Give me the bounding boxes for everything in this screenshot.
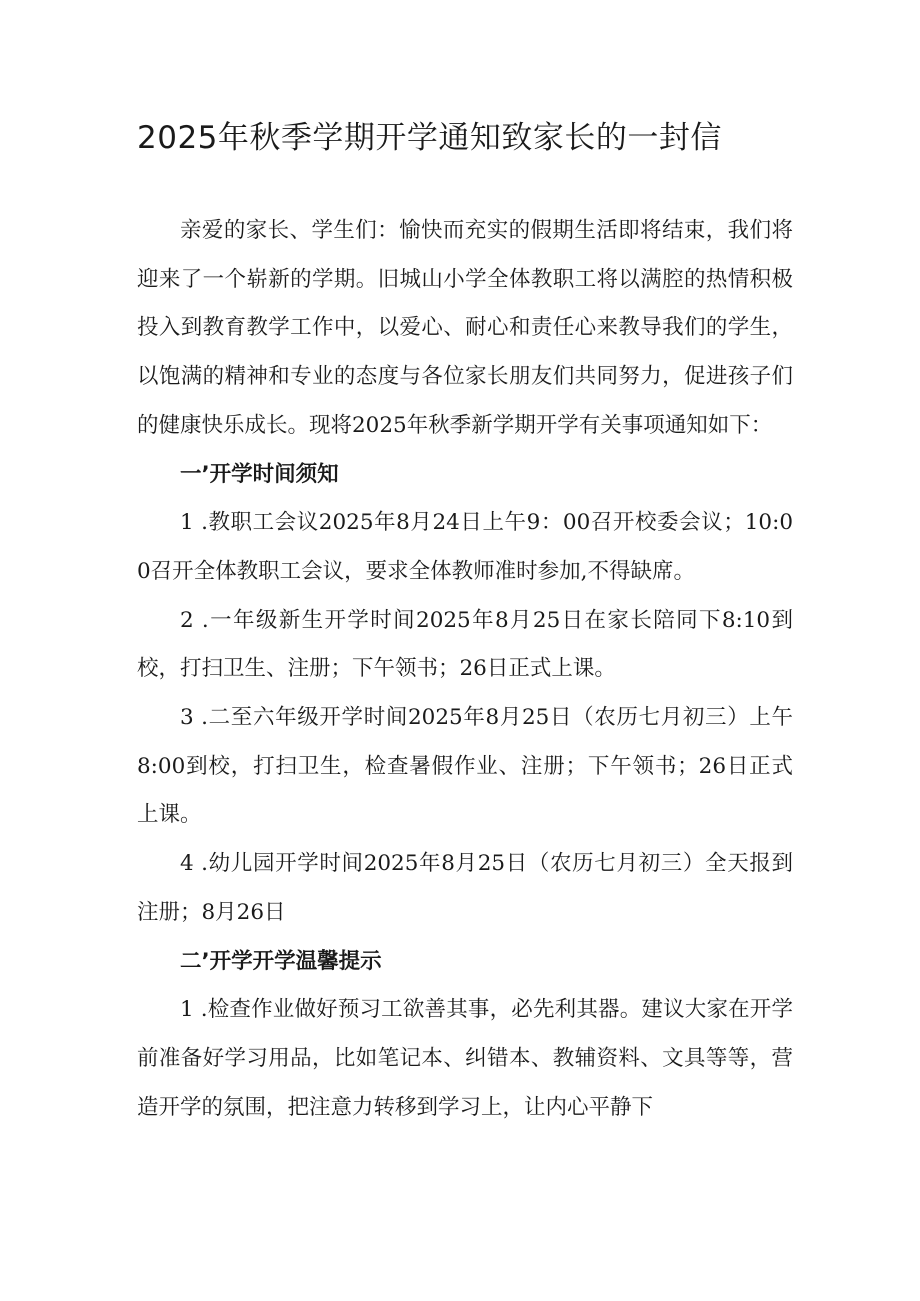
document-title: 2025年秋季学期开学通知致家长的一封信 bbox=[137, 120, 722, 156]
schedule-item: 2 .一年级新生开学时间2025年8月25日在家长陪同下8:10到校，打扫卫生、注册；下午领书；26日正式上课。 bbox=[137, 607, 793, 682]
section-heading-schedule: 一’开学时间须知 bbox=[180, 461, 339, 487]
schedule-item: 3 .二至六年级开学时间2025年8月25日（农历七月初三）上午8:00到校，打扫卫生，检查暑假作业、注册；下午领书；26日正式上课。 bbox=[137, 705, 793, 828]
schedule-item: 1 .教职工会议2025年8月24日上午9：00召开校委会议；10:00召开全体教职工会议，要求全体教师准时参加,不得缺席。 bbox=[137, 510, 793, 584]
section-heading-tips: 二’开学开学温馨提示 bbox=[180, 948, 382, 974]
schedule-item: 4 .幼儿园开学时间2025年8月25日（农历七月初三）全天报到注册；8月26日 bbox=[137, 851, 793, 925]
tip-item: 1 .检查作业做好预习工欲善其事，必先利其器。建议大家在开学前准备好学习用品，比如笔记本、纠错本、教辅资料、文具等等，营造开学的氛围，把注意力转移到学习上，让内心平静下 bbox=[137, 997, 793, 1120]
document-body bbox=[137, 207, 793, 1132]
intro-paragraph: 亲爱的家长、学生们：愉快而充实的假期生活即将结束，我们将迎来了一个崭新的学期。旧城山小学全体教职工将以满腔的热情积极投入到教育教学工作中，以爱心、耐心和责任心来教导我们的学生，以饱满的精神和专业的态度与各位家长朋友们共同努力，促进孩子们的健康快乐成长。现将2025年秋季新学期开学有关事项通知如下： bbox=[137, 218, 793, 438]
